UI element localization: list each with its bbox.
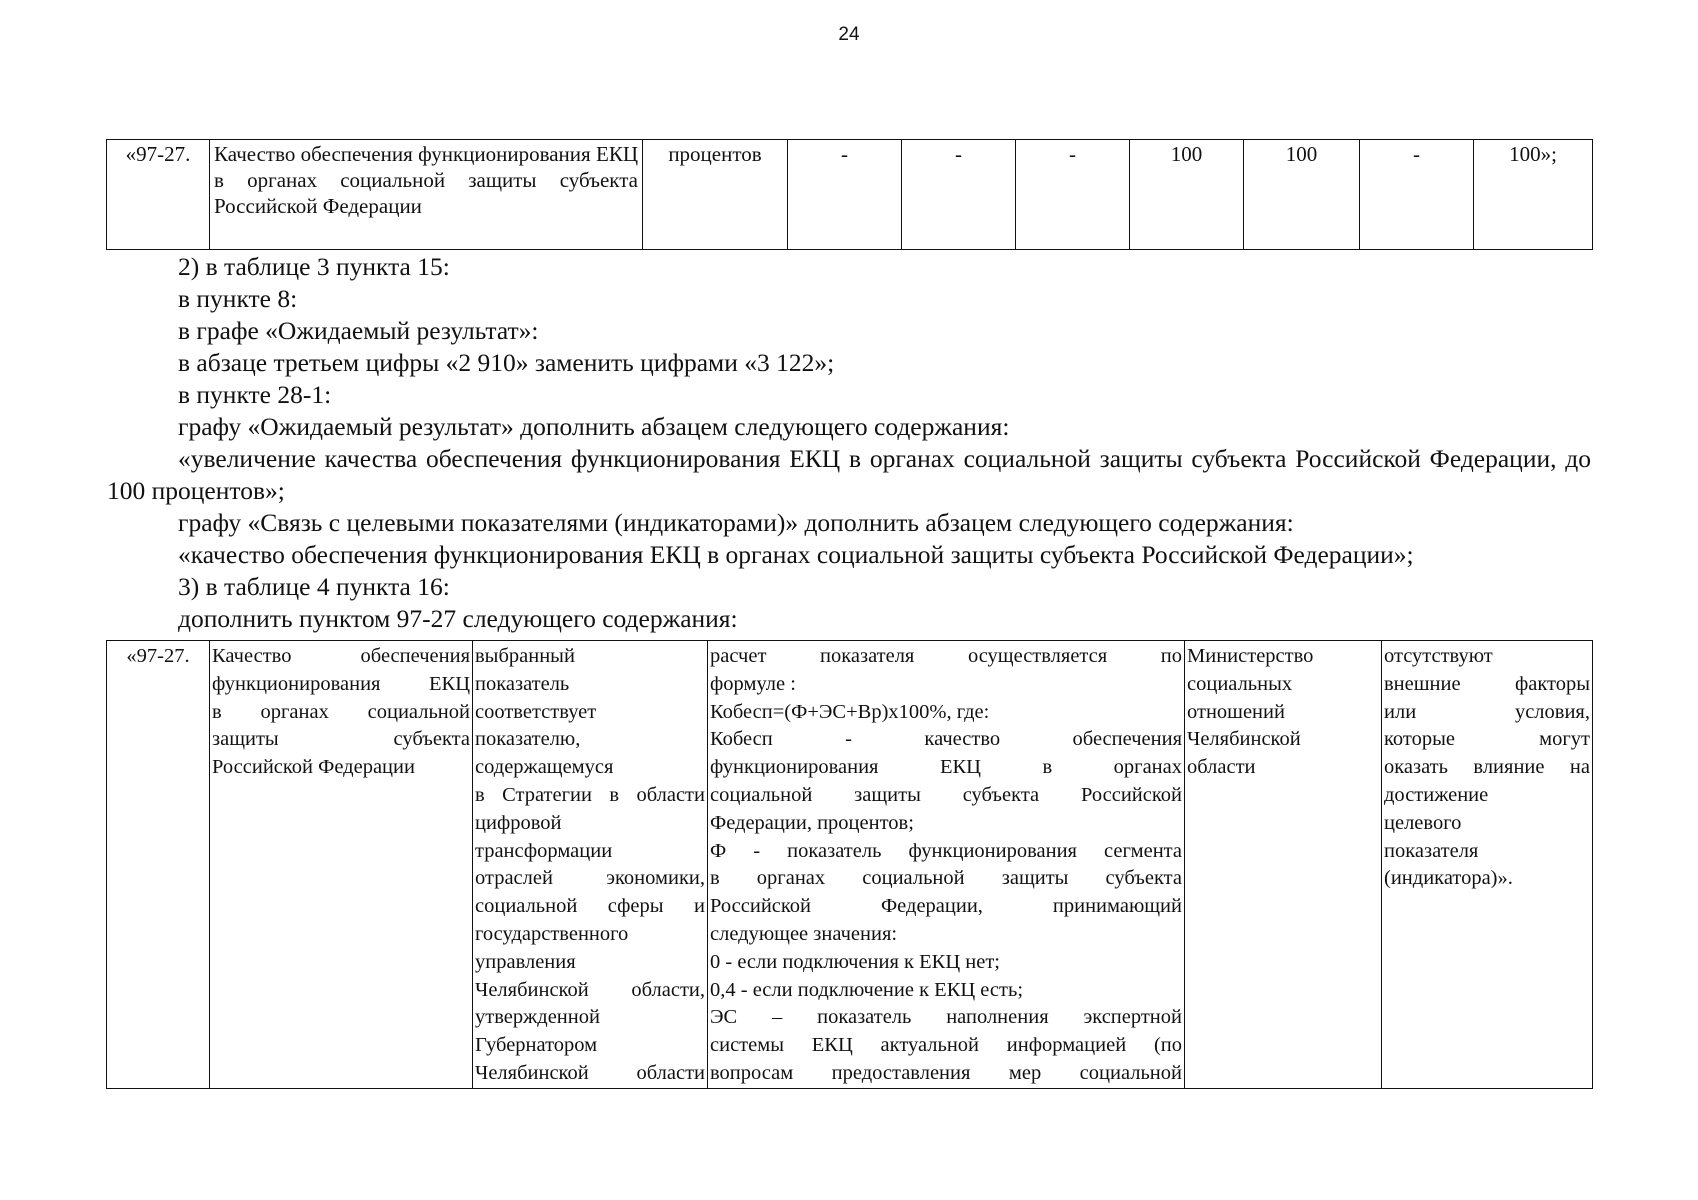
cell-line: соответствует bbox=[475, 700, 597, 723]
cell-line: Кобесп=(Ф+ЭС+Вр)х100%, где: bbox=[710, 700, 990, 723]
cell-line: ЭС – показатель наполнения экспертной bbox=[710, 1006, 1182, 1029]
cell-line: которые могут bbox=[1384, 728, 1590, 751]
cell-line: вопросам предоставления мер социальной bbox=[710, 1061, 1182, 1084]
cell-line: Российской Федерации, принимающий bbox=[710, 895, 1182, 918]
cell-line: внешние факторы bbox=[1384, 672, 1590, 695]
row-number: «97-27. bbox=[107, 140, 210, 250]
cell-line: социальной сферы и bbox=[475, 895, 705, 918]
unit-cell: процентов bbox=[643, 140, 788, 250]
table-row bbox=[107, 140, 1593, 250]
justification-cell bbox=[473, 641, 708, 1089]
cell-line: или условия, bbox=[1384, 700, 1590, 723]
cell-line: следующее значения: bbox=[710, 922, 898, 945]
cell-line: оказать влияние на bbox=[1384, 756, 1590, 779]
indicator-cell bbox=[210, 641, 473, 1089]
cell-line: достижение bbox=[1384, 783, 1489, 806]
table-row bbox=[107, 641, 1593, 1089]
cell-line: Губернатором bbox=[475, 1034, 598, 1057]
paragraph: 3) в таблице 4 пункта 16: bbox=[178, 572, 450, 601]
external-factors-cell bbox=[1382, 641, 1593, 1089]
cell-line: 0,4 - если подключение к ЕКЦ есть; bbox=[710, 978, 1024, 1001]
paragraph: в графе «Ожидаемый результат»: bbox=[178, 316, 539, 345]
measures-table bbox=[106, 640, 1593, 1089]
cell-line: содержащемуся bbox=[475, 756, 614, 779]
cell-line: Челябинской bbox=[1187, 728, 1301, 751]
indicator-name: Качество обеспечения функционирования ЕКЦ в органах социальной защиты субъекта Российской Федерации bbox=[210, 140, 643, 250]
cell-line: 0 - если подключения к ЕКЦ нет; bbox=[710, 950, 1000, 973]
paragraph: «увеличение качества обеспечения функционирования ЕКЦ в органах социальной защиты субъекта Российской Федерации, до 100 процентов»; bbox=[107, 444, 1591, 505]
cell-line: расчет показателя осуществляется по bbox=[710, 645, 1182, 667]
cell-line: показателю, bbox=[475, 728, 581, 751]
cell-line: показателя bbox=[1384, 839, 1479, 862]
paragraph: в пункте 8: bbox=[178, 284, 298, 313]
cell-line: защиты субъекта bbox=[212, 728, 470, 751]
paragraph: графу «Ожидаемый результат» дополнить абзацем следующего содержания: bbox=[178, 412, 1010, 441]
value-cell: - bbox=[788, 140, 902, 250]
cell-line: функционирования ЕКЦ bbox=[212, 672, 470, 695]
value-cell: 100»; bbox=[1474, 140, 1593, 250]
cell-line: Челябинской области bbox=[475, 1061, 705, 1084]
cell-line: в органах социальной bbox=[212, 700, 470, 723]
amendment-text bbox=[107, 251, 1591, 635]
value-cell: - bbox=[1360, 140, 1474, 250]
value-cell: - bbox=[902, 140, 1016, 250]
cell-line: выбранный bbox=[475, 645, 575, 667]
cell-line: в Стратегии в области bbox=[475, 783, 705, 806]
paragraph: «качество обеспечения функционирования ЕКЦ в органах социальной защиты субъекта Российской Федерации»; bbox=[178, 540, 1414, 569]
indicator-table bbox=[106, 139, 1593, 250]
paragraph: дополнить пунктом 97-27 следующего содержания: bbox=[178, 604, 738, 633]
cell-line: области bbox=[1187, 756, 1256, 779]
cell-line: социальных bbox=[1187, 672, 1293, 695]
cell-line: государственного bbox=[475, 922, 629, 945]
cell-line: Качество обеспечения bbox=[212, 645, 470, 667]
cell-line: функционирования ЕКЦ в органах bbox=[710, 756, 1182, 779]
cell-line: показатель bbox=[475, 672, 570, 695]
cell-line: утвержденной bbox=[475, 1006, 600, 1029]
cell-line: Ф - показатель функционирования сегмента bbox=[710, 839, 1182, 862]
cell-line: отраслей экономики, bbox=[475, 867, 705, 890]
cell-line: управления bbox=[475, 950, 576, 973]
cell-line: формуле : bbox=[710, 672, 796, 695]
cell-line: (индикатора)». bbox=[1384, 867, 1513, 890]
paragraph: в пункте 28-1: bbox=[178, 380, 332, 409]
cell-line: в органах социальной защиты субъекта bbox=[710, 867, 1182, 890]
cell-line: социальной защиты субъекта Российской bbox=[710, 783, 1182, 806]
page-number: 24 bbox=[838, 24, 860, 45]
cell-line: целевого bbox=[1384, 811, 1462, 834]
cell-line: отношений bbox=[1187, 700, 1285, 723]
row-number: «97-27. bbox=[107, 641, 210, 1089]
value-cell: 100 bbox=[1244, 140, 1360, 250]
responsible-cell bbox=[1185, 641, 1382, 1089]
paragraph: графу «Связь с целевыми показателями (индикаторами)» дополнить абзацем следующего содержания: bbox=[178, 508, 1294, 537]
paragraph: в абзаце третьем цифры «2 910» заменить цифрами «3 122»; bbox=[178, 348, 835, 377]
value-cell: - bbox=[1016, 140, 1130, 250]
cell-line: Министерство bbox=[1187, 645, 1314, 667]
cell-line: Федерации, процентов; bbox=[710, 811, 914, 834]
cell-line: Челябинской области, bbox=[475, 978, 705, 1001]
cell-line: цифровой bbox=[475, 811, 562, 834]
cell-line: трансформации bbox=[475, 839, 613, 862]
cell-line: Кобесп - качество обеспечения bbox=[710, 728, 1182, 751]
cell-line: отсутствуют bbox=[1384, 645, 1493, 667]
calculation-method-cell bbox=[708, 641, 1185, 1089]
cell-line: Российской Федерации bbox=[212, 756, 415, 779]
value-cell: 100 bbox=[1130, 140, 1244, 250]
paragraph: 2) в таблице 3 пункта 15: bbox=[178, 252, 450, 281]
cell-line: системы ЕКЦ актуальной информацией (по bbox=[710, 1034, 1182, 1057]
